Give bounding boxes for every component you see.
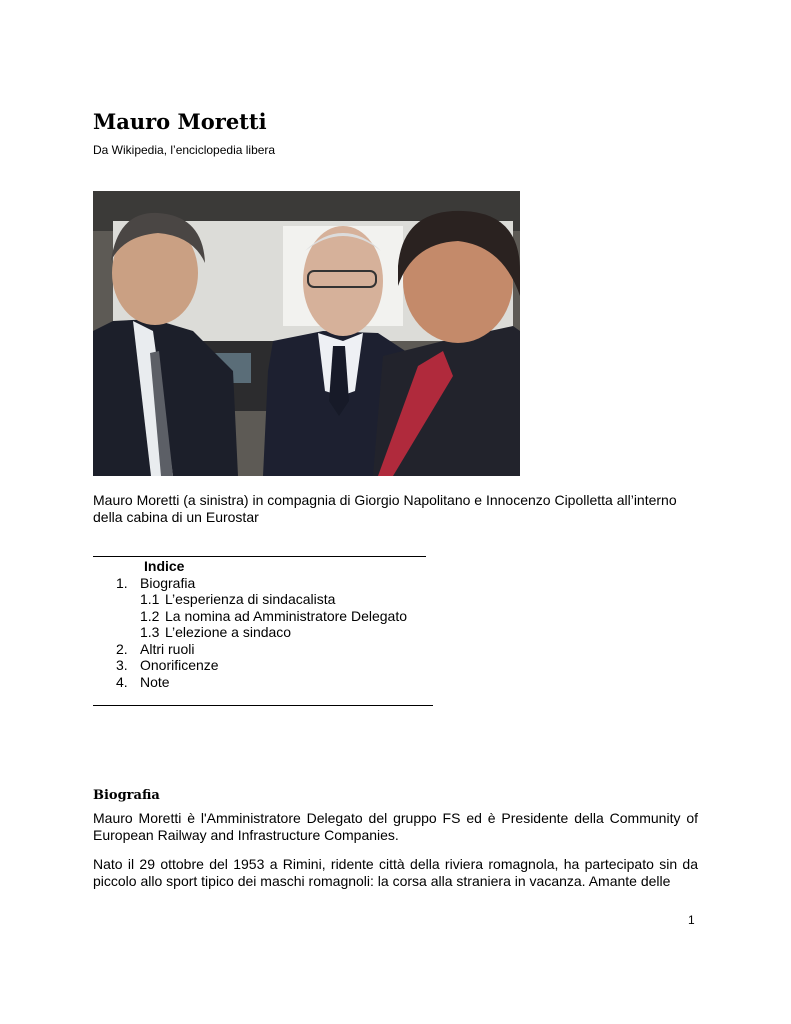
page-title: Mauro Moretti — [93, 109, 267, 134]
toc-item-label: L’elezione a sindaco — [165, 624, 292, 640]
page-subtitle: Da Wikipedia, l’enciclopedia libera — [93, 143, 276, 157]
biografia-paragraph: Mauro Moretti è l'Amministratore Delegato del gruppo FS ed è Presidente della Community of European Railway and Infrastructure Companies. — [93, 810, 698, 843]
toc-item-label: Altri ruoli — [140, 641, 195, 657]
photo-caption: Mauro Moretti (a sinistra) in compagnia di Giorgio Napolitano e Innocenzo Cipolletta all’interno della cabina di un Eurostar — [93, 492, 677, 525]
toc-item-label: Onorificenze — [140, 657, 219, 673]
photo-three-men-train-cab — [93, 191, 520, 476]
toc-title: Indice — [144, 558, 185, 574]
toc-item-number: 3. — [116, 657, 128, 673]
toc-top-rule — [93, 556, 426, 557]
toc-item-number: 1.3 — [140, 624, 160, 640]
biografia-paragraph: Nato il 29 ottobre del 1953 a Rimini, ridente città della riviera romagnola, ha partecipato sin da piccolo allo sport tipico dei maschi romagnoli: la corsa alla straniera in vacanza. Amante delle — [93, 856, 698, 889]
toc-item-number: 1. — [116, 575, 128, 591]
toc-item[interactable] — [116, 657, 219, 674]
toc-item-label: L’esperienza di sindacalista — [165, 591, 336, 607]
toc-item[interactable] — [140, 591, 335, 608]
toc-item[interactable] — [116, 641, 194, 658]
toc-item-label: Note — [140, 674, 170, 690]
section-heading-biografia: Biografia — [93, 788, 160, 803]
toc-item[interactable] — [140, 624, 291, 641]
toc-item-number: 1.2 — [140, 608, 160, 624]
page-number: 1 — [688, 913, 695, 927]
toc-item-number: 2. — [116, 641, 128, 657]
toc-item-label: La nomina ad Amministratore Delegato — [165, 608, 408, 624]
toc-item-label: Biografia — [140, 575, 196, 591]
toc-item[interactable] — [116, 575, 195, 592]
toc-item-number: 4. — [116, 674, 128, 690]
toc-item[interactable] — [140, 608, 407, 625]
toc-item[interactable] — [116, 674, 170, 691]
toc-bottom-rule — [93, 705, 433, 706]
toc-item-number: 1.1 — [140, 591, 160, 607]
